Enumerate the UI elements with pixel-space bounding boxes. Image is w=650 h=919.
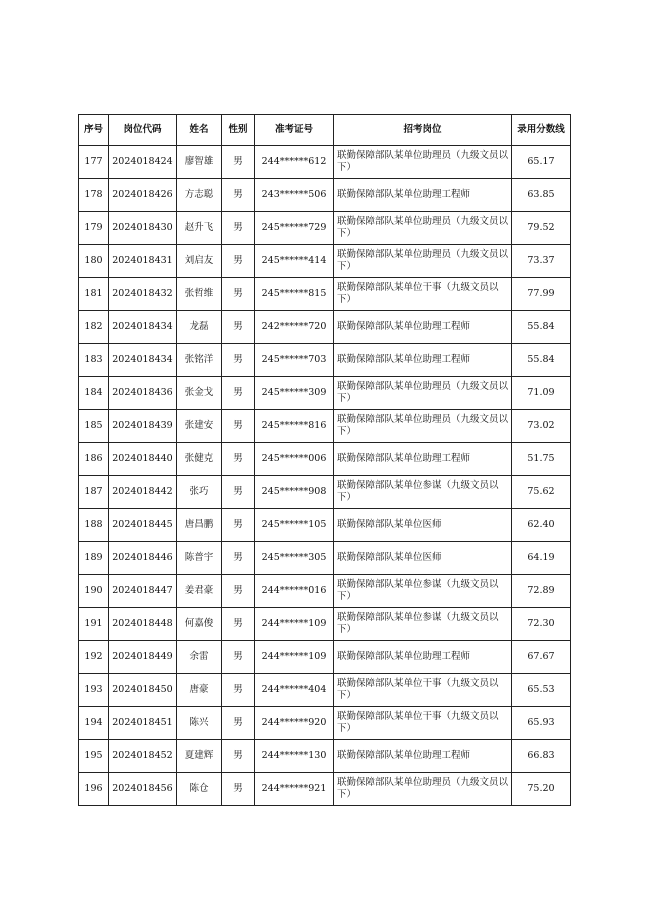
cell-name: 张巧 [177, 476, 222, 509]
cell-score: 75.20 [512, 773, 571, 806]
cell-post-code: 2024018442 [109, 476, 177, 509]
cell-name: 张建安 [177, 410, 222, 443]
cell-index: 188 [79, 509, 109, 542]
cell-exam-id: 244******920 [255, 707, 334, 740]
cell-gender: 男 [222, 509, 255, 542]
cell-exam-id: 242******720 [255, 311, 334, 344]
cell-score: 77.99 [512, 278, 571, 311]
cell-position: 联勤保障部队某单位助理员（九级文员以下） [334, 245, 512, 278]
cell-name: 方志聪 [177, 179, 222, 212]
cell-post-code: 2024018446 [109, 542, 177, 575]
cell-exam-id: 245******729 [255, 212, 334, 245]
table-row [79, 377, 571, 410]
cell-exam-id: 244******016 [255, 575, 334, 608]
cell-score: 51.75 [512, 443, 571, 476]
cell-gender: 男 [222, 146, 255, 179]
cell-gender: 男 [222, 773, 255, 806]
cell-position: 联勤保障部队某单位助理工程师 [334, 344, 512, 377]
cell-position: 联勤保障部队某单位助理员（九级文员以下） [334, 773, 512, 806]
cell-score: 73.02 [512, 410, 571, 443]
cell-index: 179 [79, 212, 109, 245]
cell-index: 180 [79, 245, 109, 278]
cell-name: 张健克 [177, 443, 222, 476]
cell-exam-id: 245******414 [255, 245, 334, 278]
cell-exam-id: 244******109 [255, 641, 334, 674]
cell-position: 联勤保障部队某单位干事（九级文员以下） [334, 278, 512, 311]
table-row [79, 608, 571, 641]
cell-name: 余雷 [177, 641, 222, 674]
table-body [79, 146, 571, 806]
cell-post-code: 2024018432 [109, 278, 177, 311]
cell-gender: 男 [222, 311, 255, 344]
table-row [79, 707, 571, 740]
cell-gender: 男 [222, 443, 255, 476]
cell-name: 姜君豪 [177, 575, 222, 608]
cell-score: 65.93 [512, 707, 571, 740]
cell-gender: 男 [222, 278, 255, 311]
cell-score: 66.83 [512, 740, 571, 773]
cell-position: 联勤保障部队某单位助理员（九级文员以下） [334, 410, 512, 443]
cell-score: 63.85 [512, 179, 571, 212]
cell-position: 联勤保障部队某单位参谋（九级文员以下） [334, 608, 512, 641]
cell-score: 65.53 [512, 674, 571, 707]
cell-name: 夏建辉 [177, 740, 222, 773]
cell-index: 189 [79, 542, 109, 575]
cell-score: 62.40 [512, 509, 571, 542]
cell-name: 陈兴 [177, 707, 222, 740]
table-row [79, 179, 571, 212]
cell-gender: 男 [222, 245, 255, 278]
cell-post-code: 2024018434 [109, 311, 177, 344]
cell-post-code: 2024018436 [109, 377, 177, 410]
cell-gender: 男 [222, 740, 255, 773]
cell-name: 龙磊 [177, 311, 222, 344]
cell-exam-id: 245******309 [255, 377, 334, 410]
cell-position: 联勤保障部队某单位参谋（九级文员以下） [334, 575, 512, 608]
cell-post-code: 2024018447 [109, 575, 177, 608]
cell-post-code: 2024018439 [109, 410, 177, 443]
cell-post-code: 2024018449 [109, 641, 177, 674]
table-row [79, 443, 571, 476]
cell-post-code: 2024018448 [109, 608, 177, 641]
cell-index: 186 [79, 443, 109, 476]
table-row [79, 542, 571, 575]
cell-index: 181 [79, 278, 109, 311]
cell-name: 张金戈 [177, 377, 222, 410]
cell-post-code: 2024018426 [109, 179, 177, 212]
cell-post-code: 2024018451 [109, 707, 177, 740]
cell-index: 177 [79, 146, 109, 179]
table-row [79, 509, 571, 542]
cell-gender: 男 [222, 212, 255, 245]
cell-gender: 男 [222, 542, 255, 575]
table-row [79, 278, 571, 311]
cell-score: 55.84 [512, 344, 571, 377]
cell-exam-id: 245******816 [255, 410, 334, 443]
cell-name: 何嘉俊 [177, 608, 222, 641]
cell-index: 185 [79, 410, 109, 443]
cell-index: 194 [79, 707, 109, 740]
table-row [79, 674, 571, 707]
cell-name: 刘启友 [177, 245, 222, 278]
header-name: 姓名 [177, 115, 222, 146]
cell-gender: 男 [222, 476, 255, 509]
cell-position: 联勤保障部队某单位参谋（九级文员以下） [334, 476, 512, 509]
cell-gender: 男 [222, 377, 255, 410]
table-row [79, 575, 571, 608]
cell-post-code: 2024018431 [109, 245, 177, 278]
cell-exam-id: 245******908 [255, 476, 334, 509]
cell-index: 193 [79, 674, 109, 707]
cell-post-code: 2024018434 [109, 344, 177, 377]
cell-position: 联勤保障部队某单位助理员（九级文员以下） [334, 377, 512, 410]
cell-post-code: 2024018424 [109, 146, 177, 179]
cell-position: 联勤保障部队某单位助理工程师 [334, 740, 512, 773]
cell-index: 196 [79, 773, 109, 806]
cell-score: 73.37 [512, 245, 571, 278]
cell-position: 联勤保障部队某单位医师 [334, 542, 512, 575]
cell-score: 75.62 [512, 476, 571, 509]
cell-gender: 男 [222, 608, 255, 641]
cell-post-code: 2024018440 [109, 443, 177, 476]
cell-score: 72.89 [512, 575, 571, 608]
cell-name: 赵升飞 [177, 212, 222, 245]
cell-score: 72.30 [512, 608, 571, 641]
cell-index: 182 [79, 311, 109, 344]
cell-post-code: 2024018452 [109, 740, 177, 773]
cell-position: 联勤保障部队某单位医师 [334, 509, 512, 542]
cell-position: 联勤保障部队某单位助理员（九级文员以下） [334, 146, 512, 179]
cell-name: 张哲维 [177, 278, 222, 311]
table-row [79, 740, 571, 773]
cell-name: 陈仓 [177, 773, 222, 806]
table-row [79, 641, 571, 674]
cell-exam-id: 245******105 [255, 509, 334, 542]
cell-exam-id: 244******130 [255, 740, 334, 773]
cell-score: 67.67 [512, 641, 571, 674]
cell-exam-id: 244******404 [255, 674, 334, 707]
cell-exam-id: 245******305 [255, 542, 334, 575]
cell-exam-id: 245******815 [255, 278, 334, 311]
results-table [78, 114, 571, 806]
cell-post-code: 2024018450 [109, 674, 177, 707]
cell-score: 55.84 [512, 311, 571, 344]
cell-gender: 男 [222, 641, 255, 674]
cell-position: 联勤保障部队某单位干事（九级文员以下） [334, 674, 512, 707]
cell-exam-id: 244******612 [255, 146, 334, 179]
cell-gender: 男 [222, 179, 255, 212]
table-row [79, 245, 571, 278]
cell-exam-id: 245******703 [255, 344, 334, 377]
cell-exam-id: 243******506 [255, 179, 334, 212]
cell-gender: 男 [222, 674, 255, 707]
cell-score: 79.52 [512, 212, 571, 245]
table-row [79, 410, 571, 443]
cell-index: 191 [79, 608, 109, 641]
header-index: 序号 [79, 115, 109, 146]
cell-index: 178 [79, 179, 109, 212]
cell-position: 联勤保障部队某单位助理工程师 [334, 311, 512, 344]
cell-index: 192 [79, 641, 109, 674]
cell-gender: 男 [222, 344, 255, 377]
table-row [79, 212, 571, 245]
header-gender: 性别 [222, 115, 255, 146]
table-row [79, 311, 571, 344]
header-score: 录用分数线 [512, 115, 571, 146]
table-row [79, 773, 571, 806]
cell-score: 65.17 [512, 146, 571, 179]
header-row [79, 115, 571, 146]
cell-name: 张铭洋 [177, 344, 222, 377]
cell-gender: 男 [222, 707, 255, 740]
cell-position: 联勤保障部队某单位干事（九级文员以下） [334, 707, 512, 740]
header-exam-id: 准考证号 [255, 115, 334, 146]
table-row [79, 146, 571, 179]
cell-score: 71.09 [512, 377, 571, 410]
cell-exam-id: 245******006 [255, 443, 334, 476]
header-position: 招考岗位 [334, 115, 512, 146]
cell-post-code: 2024018456 [109, 773, 177, 806]
header-post-code: 岗位代码 [109, 115, 177, 146]
cell-gender: 男 [222, 410, 255, 443]
cell-gender: 男 [222, 575, 255, 608]
cell-score: 64.19 [512, 542, 571, 575]
cell-name: 唐豪 [177, 674, 222, 707]
cell-name: 陈普宇 [177, 542, 222, 575]
cell-position: 联勤保障部队某单位助理员（九级文员以下） [334, 212, 512, 245]
cell-exam-id: 244******921 [255, 773, 334, 806]
cell-post-code: 2024018445 [109, 509, 177, 542]
cell-name: 唐昌鹏 [177, 509, 222, 542]
cell-index: 183 [79, 344, 109, 377]
cell-name: 廖智雄 [177, 146, 222, 179]
cell-position: 联勤保障部队某单位助理工程师 [334, 443, 512, 476]
table-row [79, 344, 571, 377]
cell-index: 195 [79, 740, 109, 773]
cell-index: 190 [79, 575, 109, 608]
cell-index: 187 [79, 476, 109, 509]
cell-position: 联勤保障部队某单位助理工程师 [334, 641, 512, 674]
cell-exam-id: 244******109 [255, 608, 334, 641]
cell-position: 联勤保障部队某单位助理工程师 [334, 179, 512, 212]
cell-post-code: 2024018430 [109, 212, 177, 245]
cell-index: 184 [79, 377, 109, 410]
table-row [79, 476, 571, 509]
